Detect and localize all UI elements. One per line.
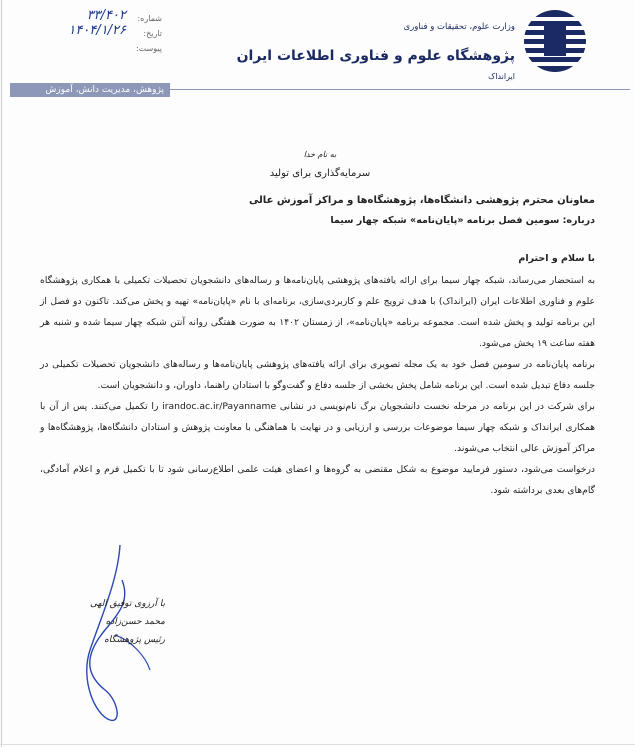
- number-value: ۳۳/۴۰۲: [86, 8, 126, 23]
- paragraph-2: برنامه پایان‌نامه در سومین فصل خود به یک مجله تصویری برای ارائه یافته‌های پژوهشی پایان‌نامه‌ها و رساله‌های دانشجویان تحصیلات تکمیلی در جلسه دفاع تبدیل شده است. این برنامه شامل پخش بخشی از جلسه دفاع و گفت‌وگو با استادان راهنما، داوران، و دانشجویان است.: [40, 359, 595, 391]
- date-row: [12, 23, 162, 42]
- signature-block: [90, 595, 165, 649]
- page-bottom-edge: [0, 744, 635, 745]
- institute-short-name: ایرانداک: [488, 72, 515, 81]
- ministry-name: وزارت علوم، تحقیقات و فناوری: [403, 22, 515, 32]
- paragraph-1: به استحضار می‌رساند، شبکه چهار سیما برای ارائه یافته‌های پژوهشی پایان‌نامه‌ها و رساله‌های دانشجویان تحصیلات تکمیلی با همکاری پژوهشگاه علوم و فناوری اطلاعات ایران (ایرانداک) با هدف ترویج علم و کاربردی‌سازی، برنامه‌ای با نام «پایان‌نامه» تهیه و پخش می‌کند. تاکنون دو فصل از این برنامه تولید و پخش شده است. مجموعه برنامه «پایان‌نامه»، از زمستان ۱۴۰۲ به صورت هفتگی روانه آنتن شبکه چهار سیما شده و شنبه هر هفته ساعت ۱۹ پخش می‌شود.: [40, 275, 595, 349]
- institute-name: پژوهشگاه علوم و فناوری اطلاعات ایران: [236, 48, 515, 64]
- header-rule: [170, 89, 630, 90]
- attachment-row: [12, 42, 162, 57]
- bismillah: به نام خدا: [303, 150, 337, 159]
- signer-title: رئیس پژوهشگاه: [104, 635, 165, 645]
- department-bar: پژوهش، مدیریت دانش، آموزش: [10, 83, 170, 97]
- subject-line: درباره: سومین فصل برنامه «پایان‌نامه» شبکه چهار سیما: [330, 215, 595, 226]
- letter-body: [40, 270, 595, 501]
- date-label: تاریخ:: [143, 29, 162, 38]
- date-value: ۱۴۰۴/۱/۲۶: [68, 23, 126, 38]
- closing: با آرزوی توفیق الهی: [90, 599, 165, 609]
- irandoc-logo-icon: [522, 8, 588, 74]
- attachment-label: پیوست:: [135, 44, 162, 53]
- letter-meta: [12, 8, 162, 57]
- greeting: با سلام و احترام: [518, 253, 595, 264]
- number-label: شماره:: [137, 14, 162, 23]
- paragraph-4: درخواست می‌شود، دستور فرمایید موضوع به شکل مقتضی به گروه‌ها و اعضای هیئت علمی اطلاع‌رسانی شود تا با تکمیل فرم و اعلام آمادگی، گام‌های بعدی برداشته شود.: [40, 464, 595, 496]
- signer-name: محمد حسن‌زاده: [105, 617, 165, 627]
- page-edge: [1, 0, 2, 747]
- paragraph-3: برای شرکت در این برنامه در مرحله نخست دانشجویان برگ نام‌نویسی در نشانی irandoc.ac.ir/Payanname را تکمیل می‌کنند. پس از آن با همکاری ایرانداک و شبکه چهار سیما موضوعات بررسی و ارزیابی و در نهایت با هماهنگی با معاونت پژوهش و استادان دانشگاه‌ها، پژوهشگاه‌ها و مراکز آموزش عالی انتخاب می‌شوند.: [40, 401, 595, 454]
- recipient: معاونان محترم پژوهشی دانشگاه‌ها، پژوهشگاه‌ها و مراکز آموزش عالی: [248, 195, 595, 206]
- letter-title: سرمایه‌گذاری برای تولید: [269, 168, 371, 179]
